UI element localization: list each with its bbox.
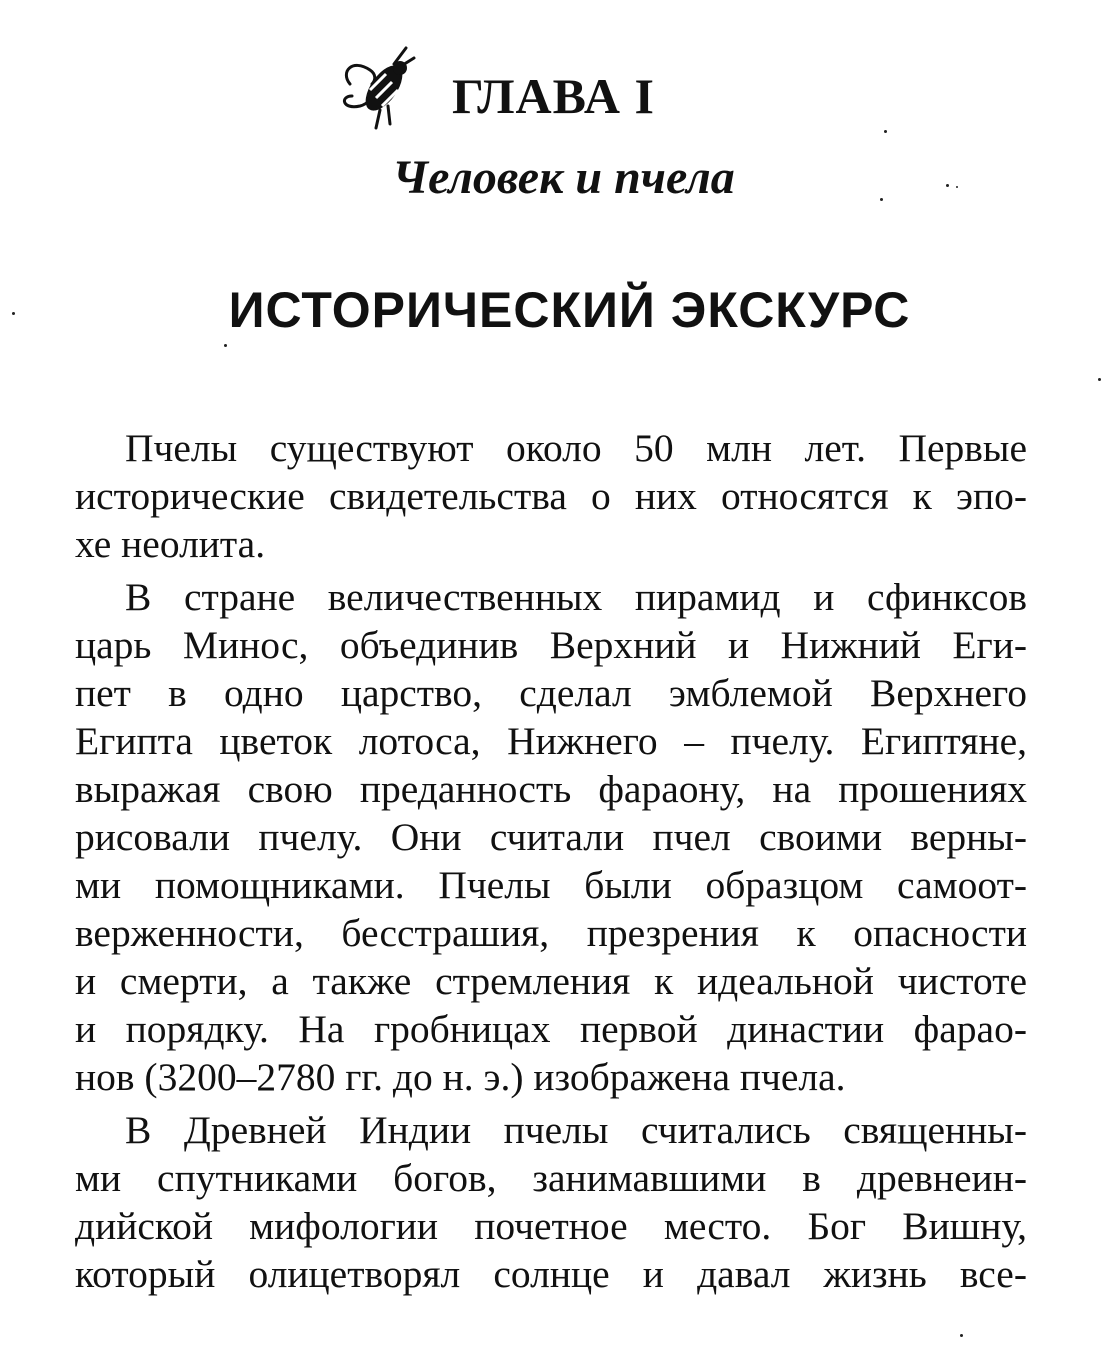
scan-speck [224, 344, 227, 347]
paragraph-3 [75, 1106, 1027, 1298]
text-line: нов (3200–2780 гг. до н. э.) изображена пчела. [75, 1055, 846, 1099]
section-title: ИСТОРИЧЕСКИЙ ЭКСКУРС [228, 282, 911, 338]
scan-speck [1098, 378, 1101, 381]
text-line: который олицетворял солнце и давал жизнь все- [75, 1252, 1027, 1296]
scan-speck [946, 184, 949, 187]
paragraph-1 [75, 424, 1027, 568]
text-line: и смерти, а также стремления к идеальной чистоте [75, 959, 1027, 1003]
chapter-title: ГЛАВА I [452, 68, 655, 124]
text-line: ми спутниками богов, занимавшими в древнеин- [75, 1156, 1027, 1200]
text-line: выражая свою преданность фараону, на прошениях [75, 767, 1027, 811]
text-line: верженности, бесстрашия, презрения к опасности [75, 911, 1027, 955]
text-line: хе неолита. [75, 522, 266, 566]
text-line: В стране величественных пирамид и сфинксов [125, 575, 1027, 619]
text-line: и порядку. На гробницах первой династии фарао- [75, 1007, 1027, 1051]
text-line: рисовали пчелу. Они считали пчел своими верны- [75, 815, 1027, 859]
text-line: ми помощниками. Пчелы были образцом самоот- [75, 863, 1027, 907]
body-text [75, 424, 1027, 1303]
scan-speck [880, 198, 883, 201]
text-line: царь Минос, объединив Верхний и Нижний Еги- [75, 623, 1027, 667]
scan-speck [884, 130, 887, 133]
scan-speck [12, 312, 15, 315]
paragraph-2 [75, 573, 1027, 1101]
text-line: В Древней Индии пчелы считались священны- [125, 1108, 1027, 1152]
text-line: исторические свидетельства о них относятся к эпо- [75, 474, 1027, 518]
text-line: пет в одно царство, сделал эмблемой Верхнего [75, 671, 1027, 715]
bee-icon [340, 44, 420, 134]
chapter-header [0, 44, 1109, 134]
scan-speck [956, 186, 958, 188]
text-line: Пчелы существуют около 50 млн лет. Первые [125, 426, 1027, 470]
chapter-subtitle: Человек и пчела [392, 151, 735, 204]
text-line: Египта цветок лотоса, Нижнего – пчелу. Египтяне, [75, 719, 1027, 763]
text-line: дийской мифологии почетное место. Бог Вишну, [75, 1204, 1027, 1248]
scan-speck [960, 1334, 963, 1337]
